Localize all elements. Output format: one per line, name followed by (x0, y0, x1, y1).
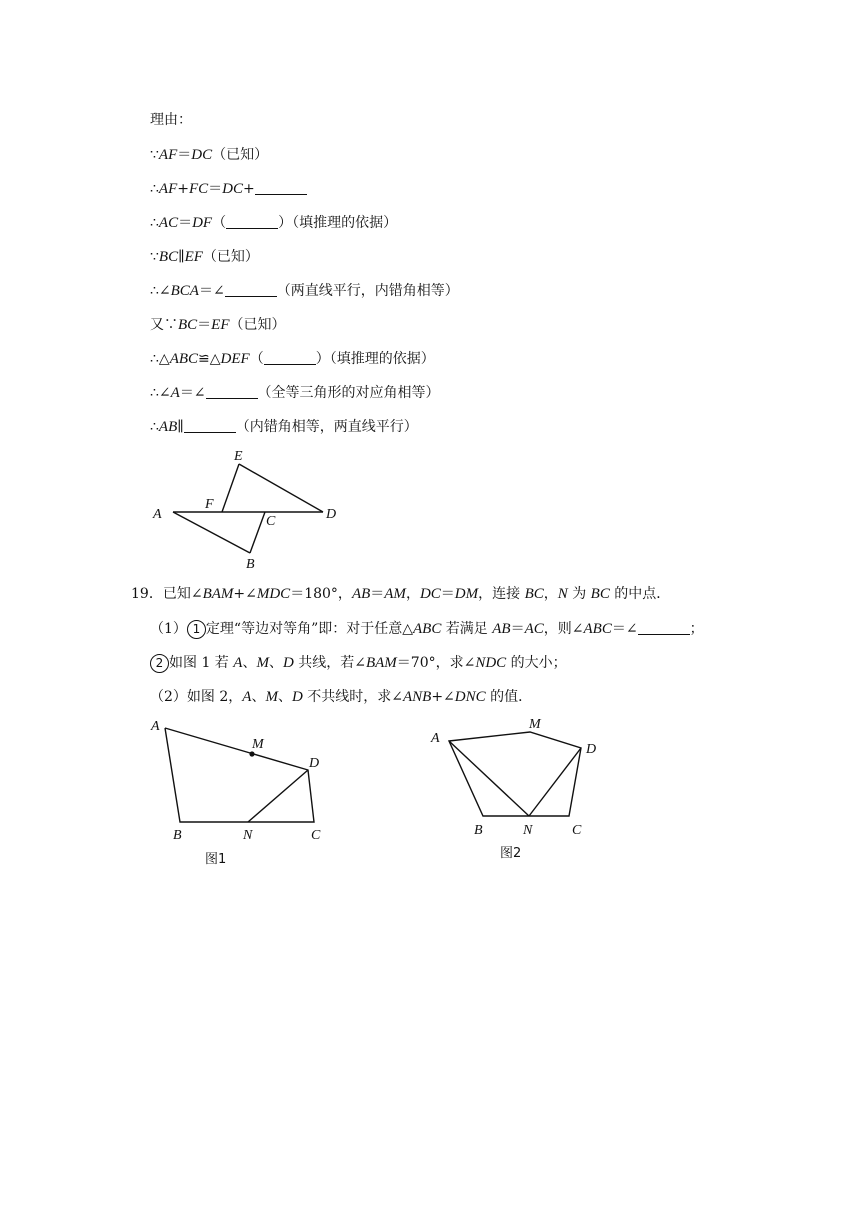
fig1-label-d: D (309, 756, 320, 771)
fig1-caption: 图1 (205, 852, 227, 867)
fig1-label-c: C (311, 828, 321, 843)
point-m (249, 751, 254, 756)
label-a: A (153, 507, 162, 522)
label-e: E (234, 449, 243, 464)
fig1-label-a: A (151, 719, 160, 734)
answer-blank[interactable] (255, 180, 307, 195)
question-19-stem: 19．已知∠BAM+∠MDC＝180°，AB＝AM，DC＝DM，连接 BC，N 为 BC 的中点． (131, 586, 671, 602)
circled-number-2: 2 (150, 654, 169, 673)
reason-label: 理由： (150, 112, 192, 128)
line-ed (239, 464, 323, 512)
proof-line-6: 又∵BC＝EF（已知） (150, 317, 286, 333)
fig1-label-b: B (173, 828, 182, 843)
proof-line-8: ∴∠A＝∠ （全等三角形的对应角相等） (150, 385, 440, 401)
question-19-part-1-2: 2 如图 1 若 A、M、D 共线，若∠BAM＝70°，求∠NDC 的大小； (150, 653, 567, 673)
fig2-label-a: A (431, 731, 440, 746)
proof-figure (145, 445, 355, 575)
answer-blank[interactable] (184, 418, 236, 433)
fig1-label-n: N (243, 828, 253, 843)
figure-2 (425, 712, 615, 864)
label-f: F (205, 497, 214, 512)
fig2-label-n: N (523, 823, 533, 838)
fig2-caption: 图2 (500, 846, 522, 861)
answer-blank[interactable] (264, 350, 316, 365)
quadrilateral-abcd (165, 728, 314, 822)
proof-line-5: ∴∠BCA＝∠ （两直线平行，内错角相等） (150, 283, 459, 299)
proof-line-9: ∴AB∥ （内错角相等，两直线平行） (150, 419, 418, 435)
label-b: B (246, 557, 255, 572)
segment-nd (529, 748, 581, 816)
proof-line-1: ∵AF＝DC（已知） (150, 147, 269, 163)
proof-line-3: ∴AC＝DF（ ）（填推理的依据） (150, 215, 398, 231)
question-19-part-1-1: （1） 1 定理“等边对等角”即：对于任意△ABC 若满足 AB＝AC，则∠ABC＝∠ ； (150, 621, 704, 637)
proof-line-4: ∵BC∥EF（已知） (150, 249, 259, 265)
figure-1 (145, 712, 345, 874)
fig2-label-d: D (586, 742, 597, 757)
proof-line-7: ∴△ABC≌△DEF（ ）（填推理的依据） (150, 351, 435, 367)
fig2-label-m: M (529, 717, 541, 732)
answer-blank[interactable] (226, 214, 278, 229)
label-c: C (266, 514, 276, 529)
answer-blank[interactable] (638, 620, 690, 635)
segment-nd (248, 770, 308, 822)
fig2-label-c: C (572, 823, 582, 838)
line-ef (222, 464, 239, 512)
circled-number-1: 1 (187, 620, 206, 639)
answer-blank[interactable] (225, 282, 277, 297)
line-bc (250, 512, 265, 553)
line-ab (173, 512, 250, 553)
answer-blank[interactable] (206, 384, 258, 399)
label-d: D (326, 507, 337, 522)
proof-line-2: ∴AF+FC＝DC+ (150, 179, 307, 199)
fig2-label-b: B (474, 823, 483, 838)
segment-an (449, 741, 529, 816)
fig1-label-m: M (252, 737, 264, 752)
question-19-part-2: （2）如图 2，A、M、D 不共线时，求∠ANB+∠DNC 的值． (150, 689, 533, 705)
